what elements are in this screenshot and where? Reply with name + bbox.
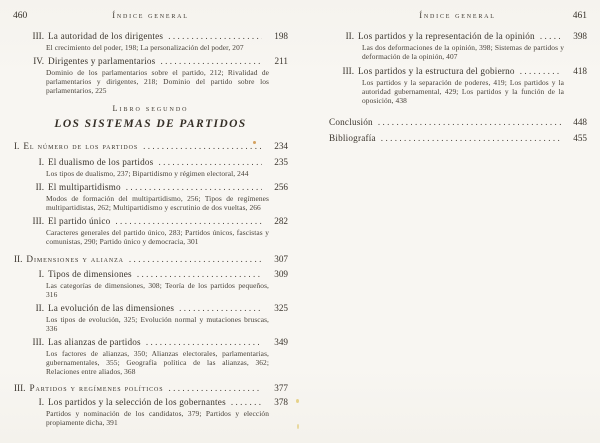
toc-backmatter-entry	[328, 116, 587, 127]
entry-title: Los partidos y la representación de la opinión	[358, 31, 535, 41]
entry-title: Los partidos y la estructura del gobierno	[358, 66, 515, 76]
entry-numeral: II.	[35, 303, 44, 313]
entry-numeral: III.	[32, 31, 44, 41]
entry-title: Dirigentes y parlamentarios	[48, 56, 156, 66]
toc-entry	[328, 30, 587, 41]
entry-title: Los partidos y la selección de los gobernantes	[48, 397, 226, 407]
entry-subtopics: Los tipos de dualismo, 237; Bipartidismo y régimen electoral, 244	[46, 169, 249, 178]
entry-title: La autoridad de los dirigentes	[48, 31, 164, 41]
dot-leader	[143, 140, 262, 151]
dot-leader	[520, 65, 561, 76]
scan-speck	[297, 424, 299, 429]
running-head-right	[328, 10, 587, 22]
toc-entry	[328, 65, 587, 76]
entry-page-number: 198	[274, 31, 288, 41]
entry-subtopics: Dominio de los parlamentarios sobre el partido, 212; Rivalidad de parlamentarios y dirigentes, 218; Dominio del partido sobre los parlamentarios, 225	[46, 68, 269, 95]
scan-speck	[296, 399, 299, 403]
entry-title: El dualismo de los partidos	[48, 157, 154, 167]
entry-page-number: 349	[274, 337, 288, 347]
dot-leader	[115, 215, 262, 226]
toc-entry	[13, 181, 288, 192]
entry-subtopics: Los tipos de evolución, 325; Evolución normal y mutaciones bruscas, 336	[46, 315, 269, 333]
toc-entry	[13, 302, 288, 313]
running-head-title-right: Índice general	[419, 10, 496, 20]
entry-page-number: 234	[274, 141, 288, 151]
entry-numeral: I.	[38, 397, 44, 407]
entry-page-number: 418	[573, 66, 587, 76]
entry-subtopics: Los factores de alianzas, 350; Alianzas electorales, parlamentarias, gubernamentales, 355; Geografía política de las alianzas, 362; Relaciones entre aliados, 368	[46, 349, 269, 376]
entry-subtopics: Caracteres generales del partido único, 283; Partidos únicos, fascistas y comunistas, 290; Partido único y democracia, 301	[46, 228, 269, 246]
folio-right: 461	[572, 11, 587, 21]
folio-left: 460	[13, 11, 28, 21]
dot-leader	[129, 253, 262, 264]
toc-entry	[13, 156, 288, 167]
dot-leader	[168, 30, 262, 41]
entry-title: Bibliografía	[329, 133, 376, 143]
entry-numeral: I.	[14, 141, 20, 151]
toc-chapter-entry	[13, 140, 288, 151]
entry-subtopics: Las dos deformaciones de la opinión, 398; Sistemas de partidos y deformación de la opinión, 407	[362, 43, 564, 61]
entry-numeral: I.	[38, 269, 44, 279]
dot-leader	[168, 382, 262, 393]
toc-entry	[13, 268, 288, 279]
entry-page-number: 377	[274, 383, 288, 393]
toc-chapter-entry	[13, 253, 288, 264]
toc-entry	[13, 336, 288, 347]
entry-subtopics: El crecimiento del poder, 198; La personalización del poder, 207	[46, 43, 244, 52]
entry-title: Las alianzas de partidos	[48, 337, 141, 347]
toc-entry	[13, 215, 288, 226]
entry-subtopics: Las categorías de dimensiones, 308; Teoría de los partidos pequeños, 316	[46, 281, 269, 299]
dot-leader	[231, 396, 262, 407]
entry-numeral: II.	[345, 31, 354, 41]
dot-leader	[126, 181, 262, 192]
entry-title: Dimensiones y alianza	[26, 254, 124, 264]
dot-leader	[179, 302, 262, 313]
dot-leader	[137, 268, 262, 279]
toc-backmatter-entry	[328, 132, 587, 143]
entry-numeral: III.	[32, 216, 44, 226]
entry-page-number: 325	[274, 303, 288, 313]
page-right	[300, 0, 600, 443]
entry-title: Tipos de dimensiones	[48, 269, 132, 279]
entry-page-number: 256	[274, 182, 288, 192]
entry-page-number: 282	[274, 216, 288, 226]
running-head-title-left: Índice general	[112, 10, 189, 20]
entry-numeral: I.	[38, 157, 44, 167]
entry-title: El partido único	[48, 216, 111, 226]
book-part-kicker: Libro segundo	[112, 104, 189, 113]
entry-page-number: 398	[573, 31, 587, 41]
toc-chapter-entry	[13, 382, 288, 393]
dot-leader	[378, 116, 561, 127]
toc-entry	[13, 55, 288, 66]
entry-numeral: IV.	[33, 56, 44, 66]
entry-title: La evolución de las dimensiones	[48, 303, 175, 313]
dot-leader	[381, 132, 561, 143]
entry-page-number: 235	[274, 157, 288, 167]
entry-page-number: 455	[573, 133, 587, 143]
book-part-title: LOS SISTEMAS DE PARTIDOS	[54, 118, 247, 130]
entry-title: El número de los partidos	[23, 141, 139, 151]
toc-entry	[13, 396, 288, 407]
entry-numeral: II.	[35, 182, 44, 192]
entry-page-number: 378	[274, 397, 288, 407]
entry-page-number: 211	[274, 56, 288, 66]
entry-numeral: III.	[32, 337, 44, 347]
entry-title: Conclusión	[329, 117, 373, 127]
dot-leader	[146, 336, 262, 347]
dot-leader	[158, 156, 262, 167]
entry-page-number: 309	[274, 269, 288, 279]
toc-entry	[13, 30, 288, 41]
dot-leader	[160, 55, 262, 66]
entry-numeral: III.	[14, 383, 26, 393]
entry-subtopics: Partidos y nominación de los candidatos, 379; Partidos y elección propiamente dicha, 391	[46, 409, 269, 427]
running-head-left	[13, 10, 288, 22]
entry-title: Partidos y regímenes políticos	[29, 383, 164, 393]
dot-leader	[540, 30, 561, 41]
entry-numeral: II.	[14, 254, 23, 264]
entry-page-number: 307	[274, 254, 288, 264]
entry-subtopics: Los partidos y la separación de poderes, 419; Los partidos y la autoridad gubernamental, 429; Los partidos y la función de la oposición, 438	[362, 78, 564, 105]
scan-speck	[253, 141, 256, 144]
entry-title: El multipartidismo	[48, 182, 121, 192]
entry-numeral: III.	[342, 66, 354, 76]
entry-page-number: 448	[573, 117, 587, 127]
entry-subtopics: Modos de formación del multipartidismo, 256; Tipos de regímenes multipartidistas, 262; Multipartidismo y escrutinio de dos vueltas, 266	[46, 194, 269, 212]
